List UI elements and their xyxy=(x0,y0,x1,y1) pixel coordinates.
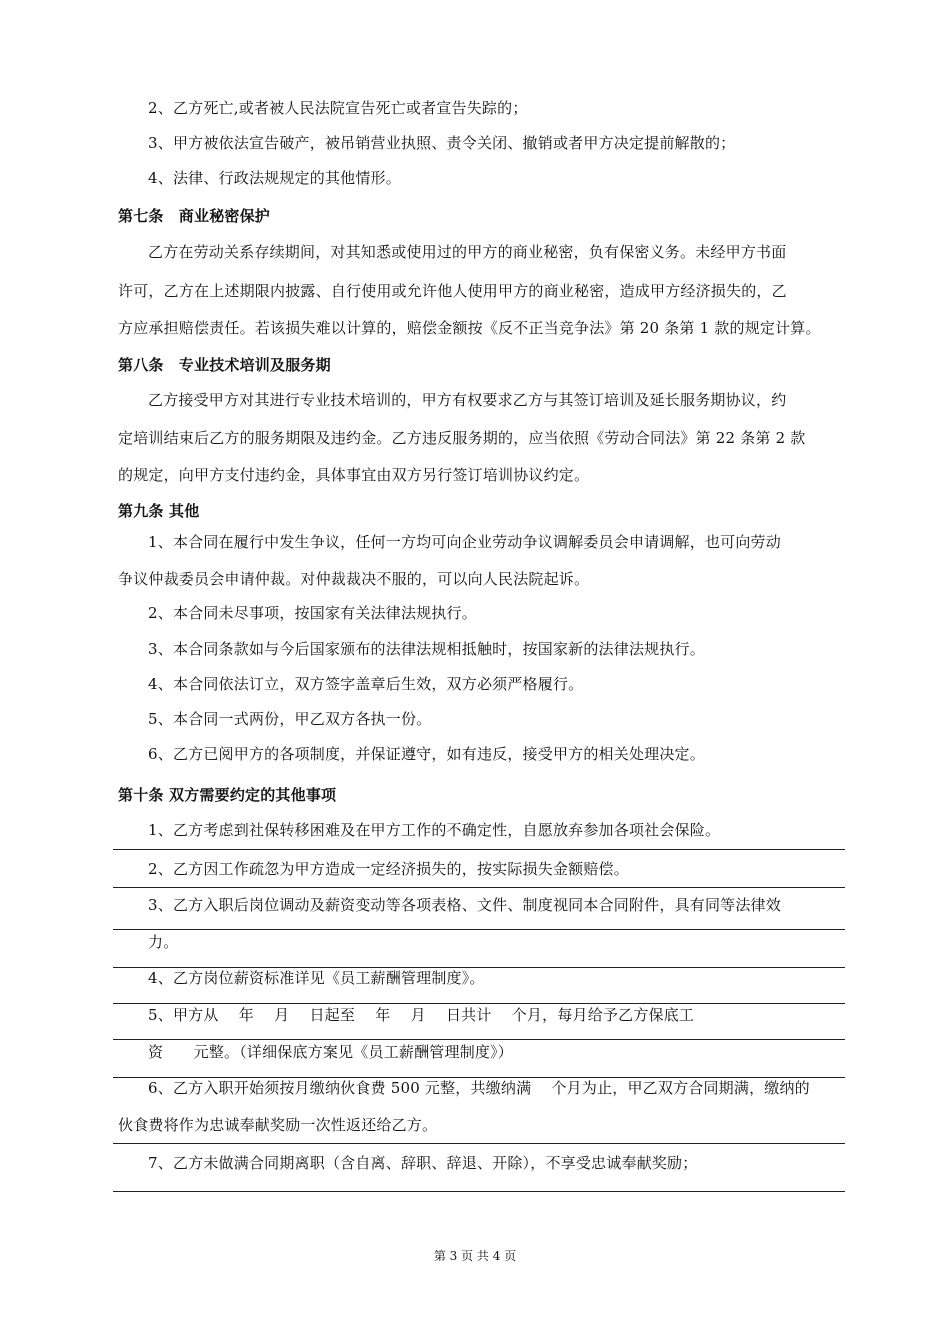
underline-rule xyxy=(113,1039,845,1040)
article10-line: 6、乙方入职开始须按月缴纳伙食费 500 元整，共缴纳满 个月为止，甲乙双方合同期满，缴纳的 xyxy=(148,1079,810,1097)
article7-line: 方应承担赔偿责任。若该损失难以计算的，赔偿金额按《反不正当竞争法》第 20 条第 1 款的规定计算。 xyxy=(118,319,821,337)
article10-line: 资 元整。（详细保底方案见《员工薪酬管理制度》） xyxy=(148,1043,514,1061)
article6-item-2: 2、乙方死亡,或者被人民法院宣告死亡或者宣告失踪的； xyxy=(148,99,528,117)
underline-rule xyxy=(113,1191,845,1192)
article8-line: 的规定，向甲方支付违约金，具体事宜由双方另行签订培训协议约定。 xyxy=(118,466,590,484)
article9-line: 2、本合同未尽事项，按国家有关法律法规执行。 xyxy=(148,604,477,622)
article7-line: 乙方在劳动关系存续期间，对其知悉或使用过的甲方的商业秘密，负有保密义务。未经甲方书面 xyxy=(148,243,787,261)
underline-rule xyxy=(113,1003,845,1004)
article10-line: 3、乙方入职后岗位调动及薪资变动等各项表格、文件、制度视同本合同附件，具有同等法律效 xyxy=(148,896,781,914)
underline-rule xyxy=(113,1143,845,1144)
article7-line: 许可，乙方在上述期限内披露、自行使用或允许他人使用甲方的商业秘密，造成甲方经济损失的，乙 xyxy=(118,282,787,300)
underline-rule xyxy=(113,887,845,888)
page-number: 第 3 页 共 4 页 xyxy=(433,1249,517,1263)
article10-line: 1、乙方考虑到社保转移困难及在甲方工作的不确定性，自愿放弃参加各项社会保险。 xyxy=(148,821,721,839)
article7-heading: 第七条 商业秘密保护 xyxy=(118,207,271,225)
article10-line: 伙食费将作为忠诚奉献奖励一次性返还给乙方。 xyxy=(118,1116,438,1134)
article10-heading: 第十条 双方需要约定的其他事项 xyxy=(118,786,337,804)
article9-line: 6、乙方已阅甲方的各项制度，并保证遵守，如有违反，接受甲方的相关处理决定。 xyxy=(148,745,705,763)
article9-line: 1、本合同在履行中发生争议，任何一方均可向企业劳动争议调解委员会申请调解，也可向劳动 xyxy=(148,533,781,551)
underline-rule xyxy=(113,849,845,850)
article8-heading: 第八条 专业技术培训及服务期 xyxy=(118,356,331,374)
article8-line: 乙方接受甲方对其进行专业技术培训的，甲方有权要求乙方与其签订培训及延长服务期协议，约 xyxy=(148,391,787,409)
article8-line: 定培训结束后乙方的服务期限及违约金。乙方违反服务期的，应当依照《劳动合同法》第 22 条第 2 款 xyxy=(118,429,806,447)
article6-item-3: 3、甲方被依法宣告破产，被吊销营业执照、责令关闭、撤销或者甲方决定提前解散的； xyxy=(148,134,736,152)
article9-line: 4、本合同依法订立，双方签字盖章后生效，双方必须严格履行。 xyxy=(148,675,584,693)
article9-line: 3、本合同条款如与今后国家颁布的法律法规相抵触时，按国家新的法律法规执行。 xyxy=(148,640,705,658)
article9-line: 争议仲裁委员会申请仲裁。对仲裁裁决不服的，可以向人民法院起诉。 xyxy=(118,570,590,588)
article10-line: 4、乙方岗位薪资标准详见《员工薪酬管理制度》。 xyxy=(148,969,485,987)
article10-line: 力。 xyxy=(148,933,179,951)
underline-rule xyxy=(113,929,845,930)
article10-line: 2、乙方因工作疏忽为甲方造成一定经济损失的，按实际损失金额赔偿。 xyxy=(148,860,629,878)
article10-line: 7、乙方未做满合同期离职（含自离、辞职、辞退、开除），不享受忠诚奉献奖励； xyxy=(148,1154,698,1172)
article10-line: 5、甲方从 年 月 日起至 年 月 日共计 个月，每月给予乙方保底工 xyxy=(148,1006,695,1024)
article9-heading: 第九条 其他 xyxy=(118,502,200,520)
article6-item-4: 4、法律、行政法规规定的其他情形。 xyxy=(148,169,401,187)
article9-line: 5、本合同一式两份，甲乙双方各执一份。 xyxy=(148,710,432,728)
